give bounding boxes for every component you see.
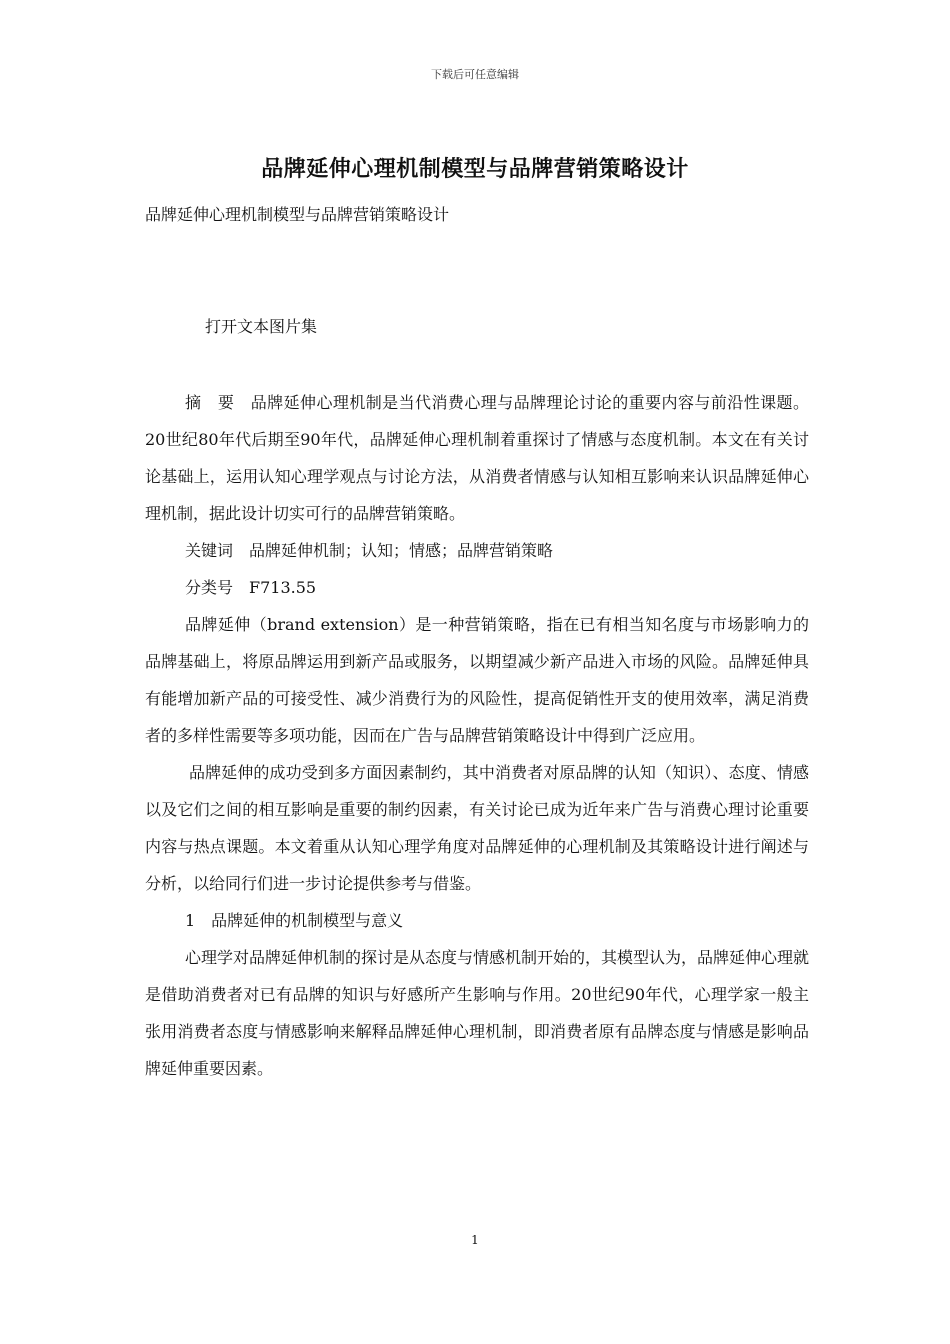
intro-paragraph: 品牌延伸（brand extension）是一种营销策略，指在已有相当知名度与市场影响力的品牌基础上，将原品牌运用到新产品或服务，以期望减少新产品进入市场的风险。品牌延伸具有能增加新产品的可接受性、减少消费行为的风险性，提高促销性开支的使用效率，满足消费者的多样性需要等多项功能，因而在广告与品牌营销策略设计中得到广泛应用。	[145, 615, 809, 745]
abstract-paragraph: 摘 要 品牌延伸心理机制是当代消费心理与品牌理论讨论的重要内容与前沿性课题。20世纪80年代后期至90年代，品牌延伸心理机制着重探讨了情感与态度机制。本文在有关讨论基础上，运用认知心理学观点与讨论方法，从消费者情感与认知相互影响来认识品牌延伸心理机制，据此设计切实可行的品牌营销策略。	[145, 393, 809, 523]
document-title: 品牌延伸心理机制模型与品牌营销策略设计	[261, 156, 689, 182]
document-body	[145, 384, 809, 1087]
section-heading: 1 品牌延伸的机制模型与意义	[185, 911, 404, 930]
section-body-paragraph: 心理学对品牌延伸机制的探讨是从态度与情感机制开始的，其模型认为，品牌延伸心理就是借助消费者对已有品牌的知识与好感所产生影响与作用。20世纪90年代，心理学家一般主张用消费者态度与情感影响来解释品牌延伸心理机制，即消费者原有品牌态度与情感是影响品牌延伸重要因素。	[145, 948, 810, 1078]
second-paragraph: 品牌延伸的成功受到多方面因素制约，其中消费者对原品牌的认知（知识）、态度、情感以及它们之间的相互影响是重要的制约因素，有关讨论已成为近年来广告与消费心理讨论重要内容与热点课题。本文着重从认知心理学角度对品牌延伸的心理机制及其策略设计进行阐述与分析，以给同行们进一步讨论提供参考与借鉴。	[145, 763, 809, 893]
open-image-gallery-link[interactable]: 打开文本图片集	[205, 317, 318, 336]
page-number: 1	[471, 1233, 479, 1247]
classification-paragraph: 分类号 F713.55	[185, 578, 317, 597]
keywords-paragraph: 关键词 品牌延伸机制；认知；情感；品牌营销策略	[185, 541, 554, 560]
document-subtitle: 品牌延伸心理机制模型与品牌营销策略设计	[145, 205, 450, 224]
header-note: 下载后可任意编辑	[431, 68, 519, 81]
